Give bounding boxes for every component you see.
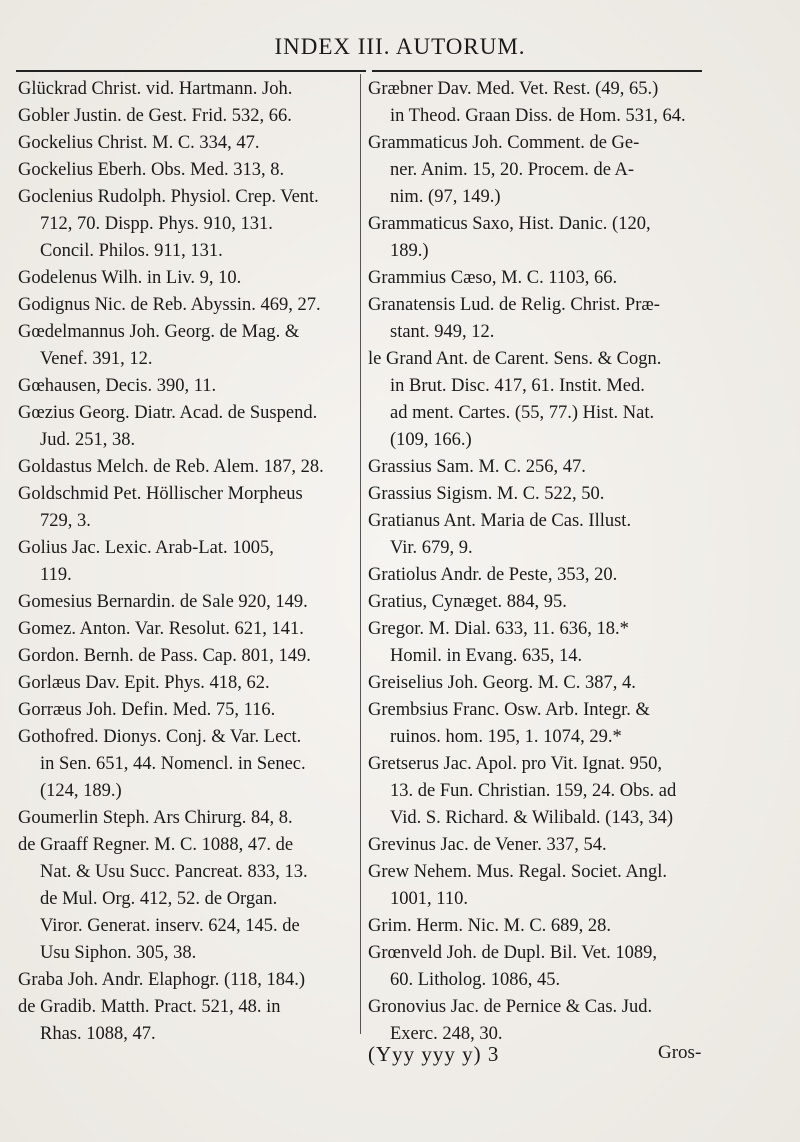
entry-line: Gomez. Anton. Var. Resolut. 621, 141. xyxy=(18,619,304,639)
entry-line: Gorræus Joh. Defin. Med. 75, 116. xyxy=(18,700,276,720)
index-entry xyxy=(18,805,356,832)
index-entry xyxy=(18,535,356,589)
entry-line: Gratius, Cynæget. 884, 95. xyxy=(368,592,567,612)
entry-line: ruinos. hom. 195, 1. 1074, 29.* xyxy=(390,727,622,747)
index-entry xyxy=(368,913,703,940)
entry-line: 60. Litholog. 1086, 45. xyxy=(390,970,561,990)
index-entry xyxy=(368,940,703,994)
entry-line: Rhas. 1088, 47. xyxy=(40,1024,156,1044)
entry-line: Gregor. M. Dial. 633, 11. 636, 18.* xyxy=(368,619,629,639)
entry-line: in Sen. 651, 44. Nomencl. in Senec. xyxy=(40,754,306,774)
header-rule-right xyxy=(372,70,702,72)
entry-line: Homil. in Evang. 635, 14. xyxy=(390,646,583,666)
entry-line: Gordon. Bernh. de Pass. Cap. 801, 149. xyxy=(18,646,311,666)
entry-line: 189.) xyxy=(390,241,429,261)
index-entry xyxy=(18,670,356,697)
catchword: Gros- xyxy=(658,1042,702,1063)
index-entry xyxy=(18,724,356,805)
index-entry xyxy=(18,103,356,130)
page-header: INDEX III. AUTORUM. xyxy=(274,34,526,59)
entry-line: ner. Anim. 15, 20. Procem. de A- xyxy=(390,160,635,180)
index-entry xyxy=(368,589,703,616)
entry-line: Viror. Generat. inserv. 624, 145. de xyxy=(40,916,300,936)
index-entry xyxy=(368,751,703,832)
index-entry xyxy=(18,292,356,319)
index-entry xyxy=(18,643,356,670)
entry-line: Gobler Justin. de Gest. Frid. 532, 66. xyxy=(18,106,292,126)
entry-line: Goclenius Rudolph. Physiol. Crep. Vent. xyxy=(18,187,319,207)
index-entry xyxy=(18,454,356,481)
entry-line: Vid. S. Richard. & Wilibald. (143, 34) xyxy=(390,808,673,828)
entry-line: 119. xyxy=(40,565,72,585)
entry-line: Gratianus Ant. Maria de Cas. Illust. xyxy=(368,511,632,531)
index-entry xyxy=(18,967,356,994)
index-entry xyxy=(368,76,703,130)
entry-line: de Graaff Regner. M. C. 1088, 47. de xyxy=(18,835,294,855)
index-entry xyxy=(18,616,356,643)
entry-line: Grew Nehem. Mus. Regal. Societ. Angl. xyxy=(368,862,668,882)
index-entry xyxy=(368,697,703,751)
entry-line: 712, 70. Dispp. Phys. 910, 131. xyxy=(40,214,273,234)
column-divider xyxy=(360,74,361,1034)
entry-line: Gorlæus Dav. Epit. Phys. 418, 62. xyxy=(18,673,270,693)
entry-line: Grœnveld Joh. de Dupl. Bil. Vet. 1089, xyxy=(368,943,657,963)
entry-line: ad ment. Cartes. (55, 77.) Hist. Nat. xyxy=(390,403,655,423)
index-entry xyxy=(368,130,703,211)
index-entry xyxy=(368,616,703,670)
index-entry xyxy=(18,697,356,724)
index-entry xyxy=(368,265,703,292)
index-entry xyxy=(368,346,703,454)
signature-mark: (Yyy yyy y) 3 xyxy=(368,1042,500,1066)
entry-line: de Mul. Org. 412, 52. de Organ. xyxy=(40,889,278,909)
index-entry xyxy=(368,994,703,1048)
entry-line: Concil. Philos. 911, 131. xyxy=(40,241,223,261)
index-entry xyxy=(18,373,356,400)
entry-line: Gockelius Christ. M. C. 334, 47. xyxy=(18,133,260,153)
entry-line: Jud. 251, 38. xyxy=(40,430,136,450)
entry-line: Gœdelmannus Joh. Georg. de Mag. & xyxy=(18,322,300,342)
entry-line: 13. de Fun. Christian. 159, 24. Obs. ad xyxy=(390,781,677,801)
entry-line: Gratiolus Andr. de Peste, 353, 20. xyxy=(368,565,618,585)
entry-line: Usu Siphon. 305, 38. xyxy=(40,943,197,963)
entry-line: Grammaticus Saxo, Hist. Danic. (120, xyxy=(368,214,651,234)
right-column xyxy=(368,76,703,1048)
index-entry xyxy=(18,400,356,454)
entry-line: Grassius Sam. M. C. 256, 47. xyxy=(368,457,586,477)
index-entry xyxy=(18,481,356,535)
entry-line: Gœhausen, Decis. 390, 11. xyxy=(18,376,217,396)
index-entry xyxy=(18,265,356,292)
entry-line: Gomesius Bernardin. de Sale 920, 149. xyxy=(18,592,308,612)
index-entry xyxy=(368,454,703,481)
entry-line: Venef. 391, 12. xyxy=(40,349,153,369)
entry-line: Vir. 679, 9. xyxy=(390,538,473,558)
entry-line: Gœzius Georg. Diatr. Acad. de Suspend. xyxy=(18,403,318,423)
entry-line: Nat. & Usu Succ. Pancreat. 833, 13. xyxy=(40,862,308,882)
entry-line: in Theod. Graan Diss. de Hom. 531, 64. xyxy=(390,106,686,126)
entry-line: Glückrad Christ. vid. Hartmann. Joh. xyxy=(18,79,293,99)
entry-line: stant. 949, 12. xyxy=(390,322,495,342)
entry-line: Greiselius Joh. Georg. M. C. 387, 4. xyxy=(368,673,636,693)
entry-line: (109, 166.) xyxy=(390,430,472,450)
entry-line: (124, 189.) xyxy=(40,781,122,801)
index-entry xyxy=(18,184,356,265)
entry-line: le Grand Ant. de Carent. Sens. & Cogn. xyxy=(368,349,662,369)
entry-line: Granatensis Lud. de Relig. Christ. Præ- xyxy=(368,295,660,315)
entry-line: Grassius Sigism. M. C. 522, 50. xyxy=(368,484,605,504)
index-entry xyxy=(18,130,356,157)
entry-line: Godelenus Wilh. in Liv. 9, 10. xyxy=(18,268,242,288)
entry-line: Goumerlin Steph. Ars Chirurg. 84, 8. xyxy=(18,808,293,828)
index-entry xyxy=(368,859,703,913)
index-entry xyxy=(18,157,356,184)
index-entry xyxy=(368,670,703,697)
index-entry xyxy=(368,562,703,589)
page-footer xyxy=(0,1042,800,1072)
entry-line: Godignus Nic. de Reb. Abyssin. 469, 27. xyxy=(18,295,321,315)
index-entry xyxy=(368,481,703,508)
index-entry xyxy=(368,292,703,346)
entry-line: 729, 3. xyxy=(40,511,91,531)
header-rule-left xyxy=(16,70,366,72)
entry-line: Gothofred. Dionys. Conj. & Var. Lect. xyxy=(18,727,302,747)
entry-line: 1001, 110. xyxy=(390,889,468,909)
entry-line: Goldschmid Pet. Höllischer Morpheus xyxy=(18,484,303,504)
index-entry xyxy=(368,832,703,859)
index-entry xyxy=(18,994,356,1048)
entry-line: Graba Joh. Andr. Elaphogr. (118, 184.) xyxy=(18,970,306,990)
entry-line: Grevinus Jac. de Vener. 337, 54. xyxy=(368,835,607,855)
entry-line: Gretserus Jac. Apol. pro Vit. Ignat. 950, xyxy=(368,754,662,774)
entry-line: in Brut. Disc. 417, 61. Instit. Med. xyxy=(390,376,645,396)
entry-line: Golius Jac. Lexic. Arab-Lat. 1005, xyxy=(18,538,274,558)
entry-line: Exerc. 248, 30. xyxy=(390,1024,503,1044)
entry-line: Gockelius Eberh. Obs. Med. 313, 8. xyxy=(18,160,285,180)
entry-line: Græbner Dav. Med. Vet. Rest. (49, 65.) xyxy=(368,79,659,99)
entry-line: Grim. Herm. Nic. M. C. 689, 28. xyxy=(368,916,612,936)
index-entry xyxy=(18,589,356,616)
index-entry xyxy=(18,319,356,373)
entry-line: de Gradib. Matth. Pract. 521, 48. in xyxy=(18,997,281,1017)
entry-line: Goldastus Melch. de Reb. Alem. 187, 28. xyxy=(18,457,324,477)
entry-line: Gronovius Jac. de Pernice & Cas. Jud. xyxy=(368,997,653,1017)
index-entry xyxy=(18,76,356,103)
entry-line: Grammaticus Joh. Comment. de Ge- xyxy=(368,133,640,153)
entry-line: Grembsius Franc. Osw. Arb. Integr. & xyxy=(368,700,650,720)
index-entry xyxy=(18,832,356,967)
entry-line: nim. (97, 149.) xyxy=(390,187,501,207)
index-entry xyxy=(368,508,703,562)
left-column xyxy=(18,76,356,1048)
index-entry xyxy=(368,211,703,265)
entry-line: Grammius Cæso, M. C. 1103, 66. xyxy=(368,268,618,288)
